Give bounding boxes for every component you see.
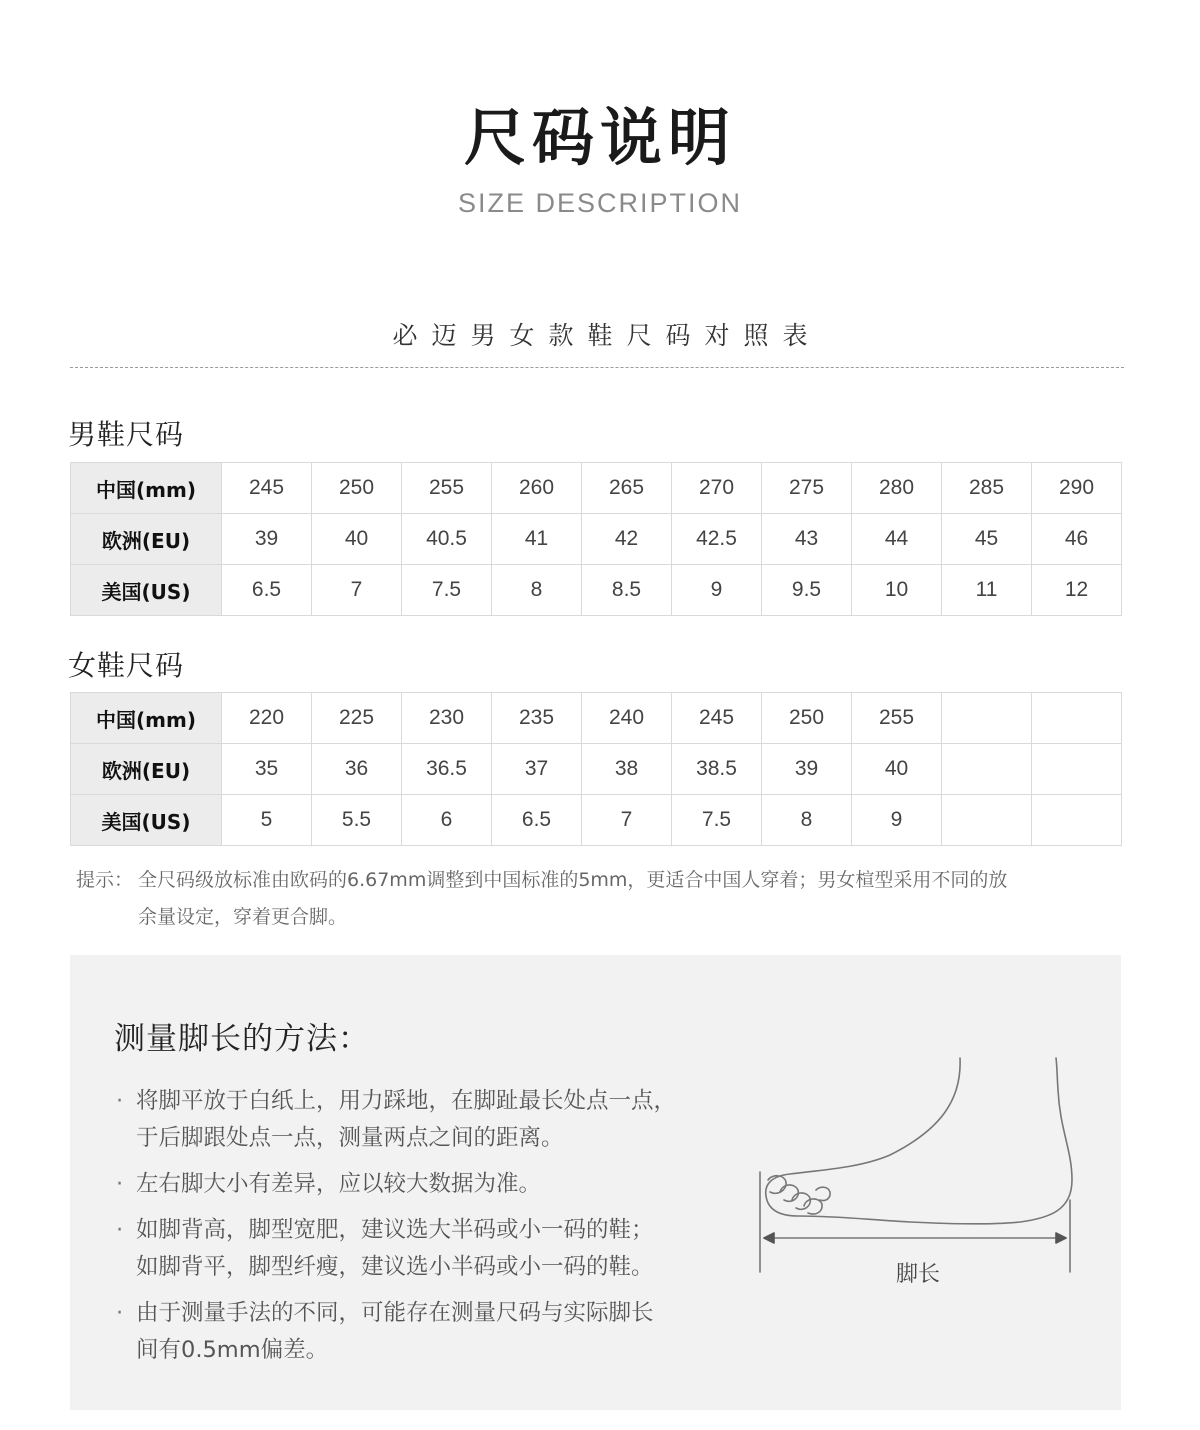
size-cell: 7 xyxy=(582,795,672,846)
size-cell: 245 xyxy=(222,463,312,514)
row-label: 美国(US) xyxy=(71,565,222,616)
size-cell: 220 xyxy=(222,693,312,744)
size-cell: 10 xyxy=(852,565,942,616)
measure-bullet xyxy=(114,1083,754,1157)
size-cell xyxy=(942,744,1032,795)
size-cell: 40 xyxy=(312,514,402,565)
measure-title: 测量脚长的方法： xyxy=(114,1021,370,1057)
bullet-text: 左右脚大小有差异，应以较大数据为准。 xyxy=(136,1171,542,1197)
size-cell: 9 xyxy=(852,795,942,846)
bullet-text: 将脚平放于白纸上，用力踩地，在脚趾最长处点一点， xyxy=(136,1088,677,1114)
size-cell: 36 xyxy=(312,744,402,795)
size-cell: 245 xyxy=(672,693,762,744)
men-size-heading: 男鞋尺码 xyxy=(68,418,185,451)
tip-line-1: 全尺码级放标准由欧码的6.67mm调整到中国标准的5mm，更适合中国人穿着；男女楦型采用不同的放 xyxy=(138,869,1008,891)
size-cell: 37 xyxy=(492,744,582,795)
size-cell: 12 xyxy=(1032,565,1122,616)
size-cell: 43 xyxy=(762,514,852,565)
measure-method-panel xyxy=(70,955,1121,1410)
size-cell: 39 xyxy=(222,514,312,565)
bullet-text: 如脚背平，脚型纤瘦，建议选小半码或小一码的鞋。 xyxy=(136,1254,654,1280)
size-cell: 11 xyxy=(942,565,1032,616)
foot-outline-icon xyxy=(750,1050,1090,1390)
size-cell: 40 xyxy=(852,744,942,795)
bullet-text: 由于测量手法的不同，可能存在测量尺码与实际脚长 xyxy=(136,1300,654,1326)
size-cell: 265 xyxy=(582,463,672,514)
size-cell: 44 xyxy=(852,514,942,565)
size-cell: 235 xyxy=(492,693,582,744)
size-cell: 8 xyxy=(492,565,582,616)
size-cell: 255 xyxy=(852,693,942,744)
size-cell: 250 xyxy=(762,693,852,744)
size-cell: 40.5 xyxy=(402,514,492,565)
foot-length-label: 脚长 xyxy=(896,1262,941,1287)
size-cell: 285 xyxy=(942,463,1032,514)
row-label: 美国(US) xyxy=(71,795,222,846)
size-row xyxy=(71,795,1122,846)
size-row xyxy=(71,514,1122,565)
page-subtitle: SIZE DESCRIPTION xyxy=(457,188,743,218)
size-cell: 35 xyxy=(222,744,312,795)
size-cell: 7 xyxy=(312,565,402,616)
bullet-text: 间有0.5mm偏差。 xyxy=(136,1337,329,1363)
size-row xyxy=(71,693,1122,744)
tip-label: 提示： xyxy=(76,869,134,891)
women-size-heading: 女鞋尺码 xyxy=(68,649,185,682)
size-cell: 41 xyxy=(492,514,582,565)
size-cell: 255 xyxy=(402,463,492,514)
tip-line-2: 余量设定，穿着更合脚。 xyxy=(138,906,348,928)
size-cell: 6 xyxy=(402,795,492,846)
size-cell: 280 xyxy=(852,463,942,514)
men-size-table xyxy=(70,462,1122,616)
size-cell: 275 xyxy=(762,463,852,514)
size-cell: 260 xyxy=(492,463,582,514)
size-cell: 7.5 xyxy=(672,795,762,846)
size-row xyxy=(71,463,1122,514)
page-title: 尺码说明 xyxy=(463,101,736,174)
size-cell: 9.5 xyxy=(762,565,852,616)
size-cell: 9 xyxy=(672,565,762,616)
row-label: 中国(mm) xyxy=(71,463,222,514)
bullet-text: 于后脚跟处点一点，测量两点之间的距离。 xyxy=(136,1125,564,1151)
size-cell xyxy=(1032,795,1122,846)
size-cell: 42.5 xyxy=(672,514,762,565)
dashed-divider xyxy=(70,367,1124,368)
size-row xyxy=(71,744,1122,795)
size-cell xyxy=(942,693,1032,744)
size-cell xyxy=(942,795,1032,846)
measure-bullet xyxy=(114,1295,754,1369)
size-cell: 5.5 xyxy=(312,795,402,846)
size-cell: 250 xyxy=(312,463,402,514)
size-cell: 38.5 xyxy=(672,744,762,795)
size-cell: 45 xyxy=(942,514,1032,565)
size-tip xyxy=(76,862,1136,936)
size-cell: 5 xyxy=(222,795,312,846)
size-cell xyxy=(1032,693,1122,744)
measure-bullet xyxy=(114,1166,754,1203)
size-cell: 6.5 xyxy=(222,565,312,616)
measure-bullets xyxy=(114,1083,754,1378)
row-label: 欧洲(EU) xyxy=(71,744,222,795)
women-size-table xyxy=(70,692,1122,846)
size-cell: 42 xyxy=(582,514,672,565)
size-cell: 230 xyxy=(402,693,492,744)
size-cell: 36.5 xyxy=(402,744,492,795)
size-cell: 38 xyxy=(582,744,672,795)
size-cell: 8.5 xyxy=(582,565,672,616)
size-cell: 39 xyxy=(762,744,852,795)
size-cell: 7.5 xyxy=(402,565,492,616)
row-label: 欧洲(EU) xyxy=(71,514,222,565)
size-cell: 290 xyxy=(1032,463,1122,514)
size-chart-title: 必迈男女款鞋尺码对照表 xyxy=(392,321,822,350)
row-label: 中国(mm) xyxy=(71,693,222,744)
size-cell: 270 xyxy=(672,463,762,514)
size-cell: 46 xyxy=(1032,514,1122,565)
bullet-text: 如脚背高，脚型宽肥，建议选大半码或小一码的鞋； xyxy=(136,1217,654,1243)
size-cell: 6.5 xyxy=(492,795,582,846)
size-cell: 225 xyxy=(312,693,402,744)
size-row xyxy=(71,565,1122,616)
size-cell: 240 xyxy=(582,693,672,744)
size-cell: 8 xyxy=(762,795,852,846)
measure-bullet xyxy=(114,1212,754,1286)
size-cell xyxy=(1032,744,1122,795)
